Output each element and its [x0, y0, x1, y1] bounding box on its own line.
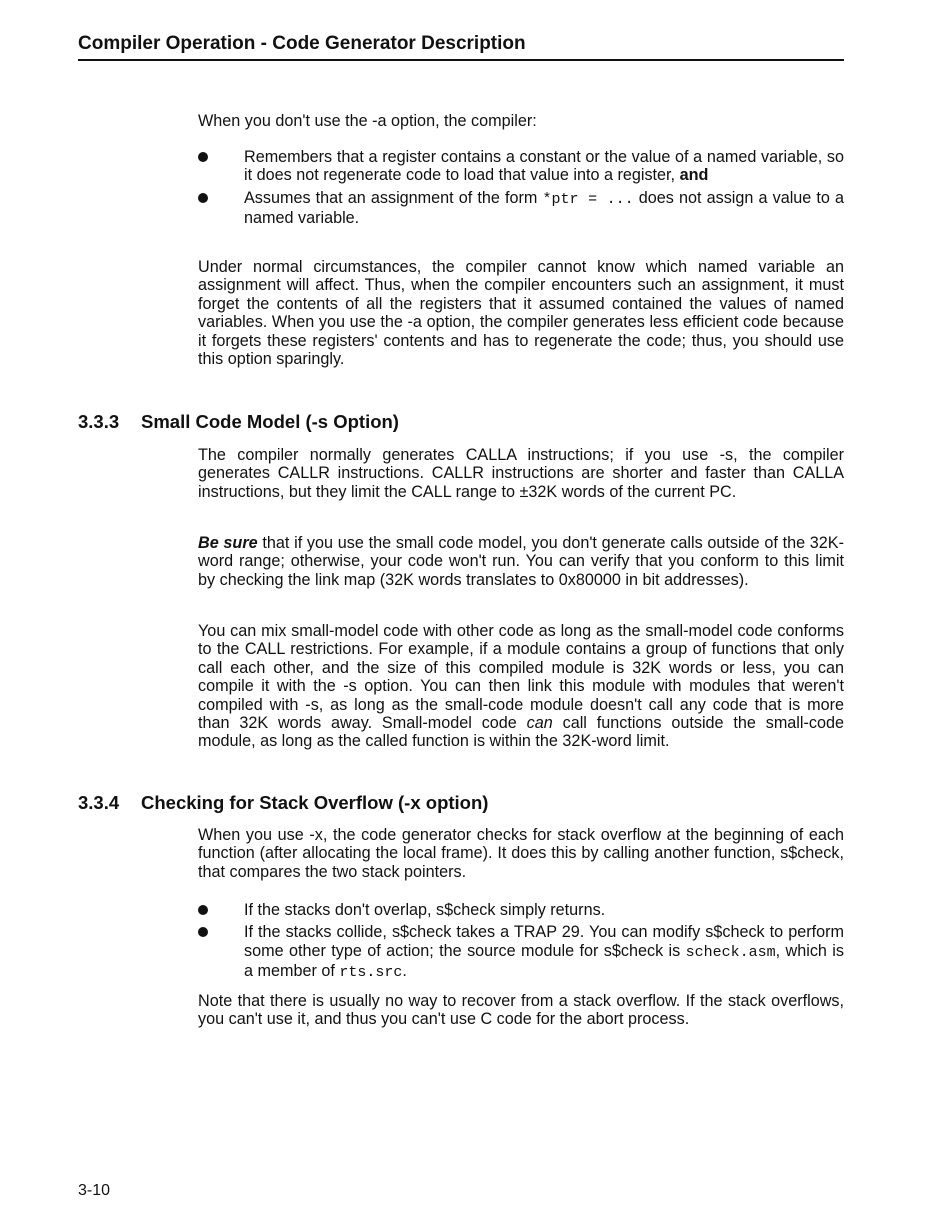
bullet-item: [198, 148, 844, 185]
bullet-icon: [198, 152, 208, 162]
section-3-3-4-p1: [198, 826, 844, 881]
intro-paragraph: When you don't use the -a option, the compiler:: [198, 112, 537, 130]
intro-text: [198, 112, 844, 130]
section-3-3-3-p3: [198, 622, 844, 751]
bullet-text: If the stacks collide, s$check takes a TRAP 29. You can modify s$check to perform some other type of action; the source module for s$check is: [244, 923, 844, 960]
bullet-emphasis: and: [679, 166, 709, 185]
section-number: 3.3.3: [78, 411, 120, 432]
bullet-text: , which is a member of: [244, 941, 844, 981]
paragraph-text: call functions outside the small-code module, as long as the called function is within the 32K-word limit.: [198, 714, 844, 751]
bullet-text: Assumes that an assignment of the form: [244, 188, 543, 207]
stack-bullet-list: [198, 901, 844, 987]
paragraph: When you use -x, the code generator checks for stack overflow at the beginning of each function (after allocating the local frame). It does this by calling another function, s$check, that compares the two stack pointers.: [198, 826, 844, 881]
bullet-text: Remembers that a register contains a constant or the value of a named variable, so it does not regenerate code to load that value into a register,: [244, 148, 844, 185]
section-3-3-4-p2: [198, 992, 844, 1029]
section-title: Checking for Stack Overflow (-x option): [141, 792, 489, 813]
paragraph: The compiler normally generates CALLA instructions; if you use -s, the compiler generates CALLR instructions. CALLR instructions are shorter and faster than CALLA instructions, but they limit the CALL range to ±32K words of the current PC.: [198, 446, 844, 501]
bullet-icon: [198, 927, 208, 937]
section-3-3-3-p2: [198, 534, 844, 589]
page-header: Compiler Operation - Code Generator Description: [78, 32, 844, 61]
section-number: 3.3.4: [78, 792, 120, 813]
bullet-text: does not assign a value to a named variable.: [244, 188, 845, 228]
section-3-3-3-p1: [198, 446, 844, 501]
paragraph: [198, 534, 844, 589]
paragraph-text: that if you use the small code model, you don't generate calls outside of the 32K-word range; otherwise, your code won't run. You can verify that you conform to this limit by checking the link map (32K words translates to 0x80000 in bit addresses).: [198, 534, 844, 589]
bullet-icon: [198, 905, 208, 915]
bullet-item: [198, 923, 844, 982]
section-heading-3-3-3: [78, 411, 399, 433]
paragraph-text: You can mix small-model code with other code as long as the small-model code conforms to the CALL restrictions. For example, if a module contains a group of functions that only call each other, and the size of this compiled module is 32K words or less, you can compile it with the -s option. You can then link this module with modules that weren't compiled with -s, as long as the small-code module doesn't call any code that is more than 32K words away. Small-model code: [198, 622, 844, 733]
paragraph: [198, 622, 844, 751]
bullet-text: If the stacks don't overlap, s$check simply returns.: [244, 901, 606, 919]
normal-circumstances-paragraph: Under normal circumstances, the compiler cannot know which named variable an assignment will affect. Thus, when the compiler encounters such an assignment, it must forget the contents of all the registers that it assumed contained the values of named variables. When you use the -a option, the compiler generates less efficient code because it forgets these registers' contents and has to regenerate the code; thus, you should use this option sparingly.: [198, 258, 844, 369]
emphasis: can: [526, 714, 553, 733]
inline-code: *ptr = ...: [542, 190, 634, 208]
section-title: Small Code Model (-s Option): [141, 411, 399, 432]
option-a-bullet-list: [198, 148, 844, 232]
emphasis: Be sure: [198, 534, 258, 552]
inline-code: rts.src: [339, 964, 403, 982]
inline-code: scheck.asm: [685, 943, 776, 961]
bullet-text: .: [402, 962, 407, 981]
page-number: 3-10: [78, 1182, 111, 1199]
bullet-icon: [198, 193, 208, 203]
section-heading-3-3-4: [78, 792, 488, 814]
normal-circumstances-block: [198, 258, 844, 368]
bullet-item: [198, 189, 844, 228]
bullet-item: [198, 901, 844, 919]
paragraph: Note that there is usually no way to recover from a stack overflow. If the stack overflows, you can't use it, and thus you can't use C code for the abort process.: [198, 992, 844, 1029]
